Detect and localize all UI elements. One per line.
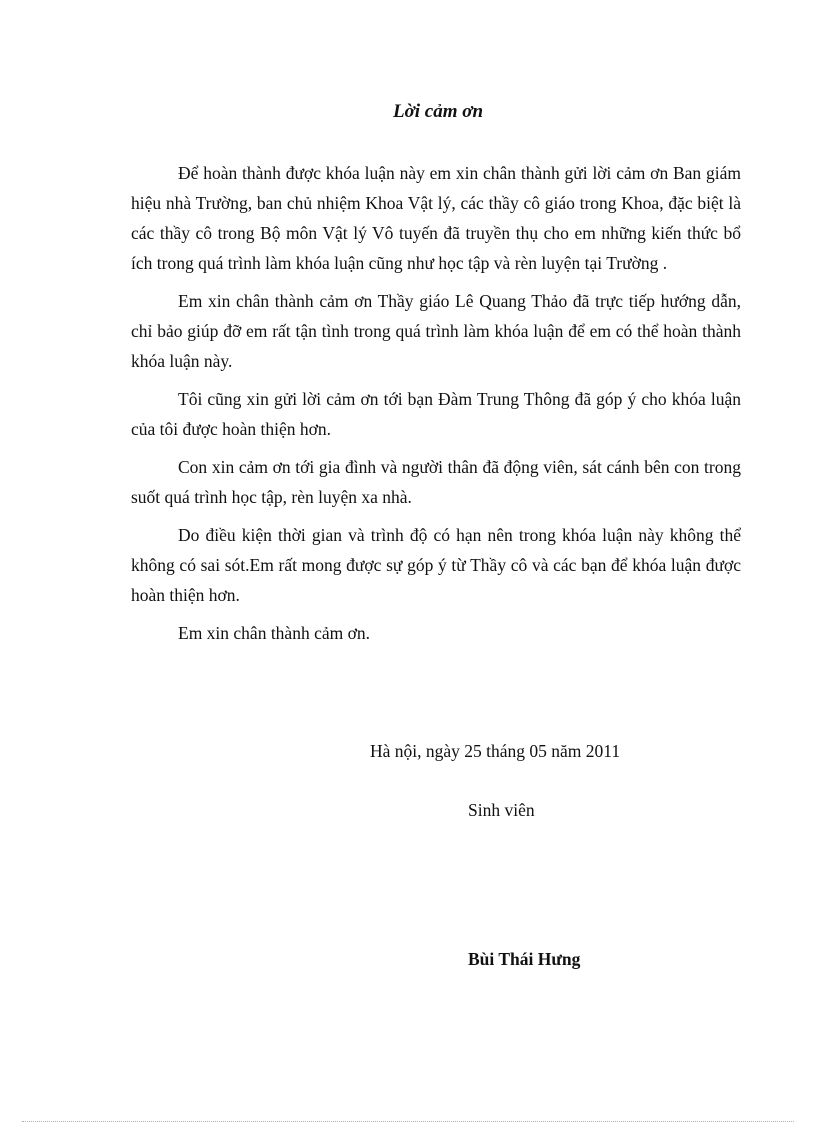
date-line: Hà nội, ngày 25 tháng 05 năm 2011 [370, 741, 621, 761]
footer-dotted-rule [22, 1121, 794, 1122]
signer-name: Bùi Thái Hưng [468, 949, 581, 969]
paragraph-2: Em xin chân thành cảm ơn Thầy giáo Lê Quang Thảo đã trực tiếp hướng dẫn, chỉ bảo giúp đỡ em rất tận tình trong quá trình làm khóa luận để em có thể hoàn thành khóa luận này. [131, 291, 741, 371]
paragraph-1: Để hoàn thành được khóa luận này em xin chân thành gửi lời cảm ơn Ban giám hiệu nhà Trường, ban chủ nhiệm Khoa Vật lý, các thầy cô giáo trong Khoa, đặc biệt là các thầy cô trong Bộ môn Vật lý Vô tuyến đã truyền thụ cho em những kiến thức bổ ích trong quá trình làm khóa luận cũng như học tập và rèn luyện tại Trường . [131, 163, 741, 273]
page-title: Lời cảm ơn [392, 101, 484, 122]
paragraph-6: Em xin chân thành cảm ơn. [178, 623, 370, 643]
signer-role: Sinh viên [468, 800, 535, 820]
paragraph-5: Do điều kiện thời gian và trình độ có hạn nên trong khóa luận này không thể không có sai sót.Em rất mong được sự góp ý từ Thầy cô và các bạn để khóa luận được hoàn thiện hơn. [131, 525, 741, 605]
paragraph-4: Con xin cảm ơn tới gia đình và người thân đã động viên, sát cánh bên con trong suốt quá trình học tập, rèn luyện xa nhà. [131, 457, 741, 507]
paragraph-3: Tôi cũng xin gửi lời cảm ơn tới bạn Đàm Trung Thông đã góp ý cho khóa luận của tôi được hoàn thiện hơn. [131, 389, 741, 439]
body-text [131, 158, 741, 656]
